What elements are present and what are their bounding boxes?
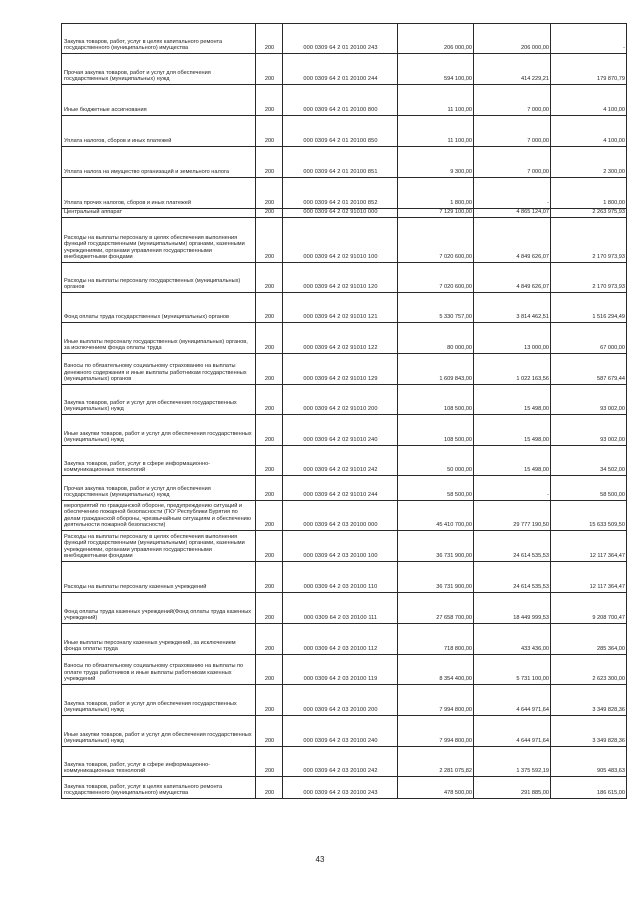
table-row (62, 54, 627, 85)
row-executed-cell: 291 885,00 (474, 777, 551, 799)
row-name-cell: Фонд оплаты труда казенных учреждений(Фонд оплаты труда казенных учреждений) (62, 593, 256, 624)
row-executed-cell: 4 849 626,07 (474, 218, 551, 263)
row-approved-cell: 7 020 600,00 (398, 218, 474, 263)
row-kbk-cell: 000 0309 64 2 02 91010 100 (283, 218, 398, 263)
row-approved-cell: 27 658 700,00 (398, 593, 474, 624)
row-kbk-cell: 000 0309 64 2 02 91010 122 (283, 323, 398, 354)
row-approved-cell: 50 000,00 (398, 446, 474, 476)
row-name-cell: Уплата налогов, сборов и иных платежей (62, 116, 256, 147)
row-approved-cell: 36 731 900,00 (398, 562, 474, 593)
row-unexecuted-cell: 1 516 294,49 (551, 293, 627, 323)
row-code-cell: 200 (256, 655, 283, 685)
row-unexecuted-cell: 9 208 700,47 (551, 593, 627, 624)
row-code-cell: 200 (256, 501, 283, 531)
row-code-cell: 200 (256, 116, 283, 147)
row-unexecuted-cell: 12 117 364,47 (551, 562, 627, 593)
row-name-cell: Взносы по обязательному социальному страхованию на выплаты по оплате труда работников и иные выплаты работникам казенных учреждений (62, 655, 256, 685)
row-code-cell: 200 (256, 777, 283, 799)
table-row (62, 655, 627, 685)
row-approved-cell: 108 500,00 (398, 415, 474, 446)
row-name-cell: Закупка товаров, работ и услуг для обеспечения государственных (муниципальных) нужд (62, 685, 256, 716)
row-code-cell: 200 (256, 385, 283, 415)
row-name-cell: Закупка товаров, работ, услуг в сфере информационно-коммуникационных технологий (62, 446, 256, 476)
row-kbk-cell: 000 0309 64 2 01 20100 800 (283, 85, 398, 116)
row-executed-cell: 18 449 999,53 (474, 593, 551, 624)
row-kbk-cell: 000 0309 64 2 03 20100 243 (283, 777, 398, 799)
row-approved-cell: 11 100,00 (398, 85, 474, 116)
row-name-cell: Закупка товаров, работ и услуг для обеспечения государственных (муниципальных) нужд (62, 385, 256, 415)
row-code-cell: 200 (256, 54, 283, 85)
row-approved-cell: 718 800,00 (398, 624, 474, 655)
row-name-cell: Закупка товаров, работ, услуг в сфере информационно-коммуникационных технологий (62, 747, 256, 777)
row-approved-cell: 11 100,00 (398, 116, 474, 147)
row-approved-cell: 7 994 800,00 (398, 685, 474, 716)
table-row (62, 593, 627, 624)
row-unexecuted-cell: 2 300,00 (551, 147, 627, 178)
row-name-cell: Закупка товаров, работ, услуг в целях капитального ремонта государственного (муниципального) имущества (62, 24, 256, 54)
row-unexecuted-cell: 3 349 828,36 (551, 716, 627, 747)
row-executed-cell: 4 865 124,07 (474, 209, 551, 218)
table-row (62, 716, 627, 747)
row-kbk-cell: 000 0309 64 2 02 91010 000 (283, 209, 398, 218)
row-name-cell: Расходы на выплаты персоналу государственных (муниципальных) органов (62, 263, 256, 293)
row-kbk-cell: 000 0309 64 2 03 20100 112 (283, 624, 398, 655)
table-row (62, 323, 627, 354)
row-kbk-cell: 000 0309 64 2 03 20100 000 (283, 501, 398, 531)
page-number: 43 (315, 855, 325, 864)
row-code-cell: 200 (256, 178, 283, 209)
row-unexecuted-cell: 905 483,63 (551, 747, 627, 777)
row-kbk-cell: 000 0309 64 2 02 91010 120 (283, 263, 398, 293)
row-executed-cell: 13 000,00 (474, 323, 551, 354)
table-row (62, 385, 627, 415)
row-unexecuted-cell: 179 870,79 (551, 54, 627, 85)
row-code-cell: 200 (256, 593, 283, 624)
table-row (62, 218, 627, 263)
row-code-cell: 200 (256, 562, 283, 593)
row-code-cell: 200 (256, 624, 283, 655)
row-executed-cell: 4 849 626,07 (474, 263, 551, 293)
table-row (62, 354, 627, 385)
row-kbk-cell: 000 0309 64 2 02 91010 121 (283, 293, 398, 323)
row-code-cell: 200 (256, 147, 283, 178)
row-unexecuted-cell: 93 002,00 (551, 385, 627, 415)
row-executed-cell: 15 498,00 (474, 446, 551, 476)
row-kbk-cell: 000 0309 64 2 02 91010 129 (283, 354, 398, 385)
row-unexecuted-cell: 2 623 300,00 (551, 655, 627, 685)
row-unexecuted-cell: 15 633 509,50 (551, 501, 627, 531)
row-unexecuted-cell: 2 170 973,93 (551, 263, 627, 293)
table-row (62, 476, 627, 501)
row-kbk-cell: 000 0309 64 2 03 20100 240 (283, 716, 398, 747)
row-executed-cell: 414 229,21 (474, 54, 551, 85)
row-kbk-cell: 000 0309 64 2 02 91010 244 (283, 476, 398, 501)
row-name-cell: Фонд оплаты труда государственных (муниципальных) органов (62, 293, 256, 323)
row-unexecuted-cell: 12 117 364,47 (551, 531, 627, 562)
row-unexecuted-cell: 58 500,00 (551, 476, 627, 501)
row-unexecuted-cell: 2 263 975,93 (551, 209, 627, 218)
row-approved-cell: 36 731 900,00 (398, 531, 474, 562)
row-executed-cell: 7 000,00 (474, 85, 551, 116)
row-approved-cell: 1 800,00 (398, 178, 474, 209)
table-row (62, 116, 627, 147)
row-approved-cell: 478 500,00 (398, 777, 474, 799)
row-unexecuted-cell: 587 679,44 (551, 354, 627, 385)
row-executed-cell: - (474, 178, 551, 209)
table-row (62, 147, 627, 178)
row-code-cell: 200 (256, 476, 283, 501)
row-code-cell: 200 (256, 209, 283, 218)
table-row (62, 624, 627, 655)
row-unexecuted-cell: 3 349 828,36 (551, 685, 627, 716)
row-name-cell: мероприятий по гражданской обороне, предупреждению ситуаций и обеспечению пожарной безопасности (ГКУ Республики Бурятия по делам гражданской обороны, чрезвычайным ситуациям и обеспечению деятельности пожарной безопасности) (62, 501, 256, 531)
row-executed-cell: 15 498,00 (474, 415, 551, 446)
row-executed-cell: 1 022 163,56 (474, 354, 551, 385)
row-approved-cell: 108 500,00 (398, 385, 474, 415)
row-code-cell: 200 (256, 446, 283, 476)
row-approved-cell: 9 300,00 (398, 147, 474, 178)
row-executed-cell: 7 000,00 (474, 116, 551, 147)
row-executed-cell: 206 000,00 (474, 24, 551, 54)
row-approved-cell: 7 020 600,00 (398, 263, 474, 293)
row-kbk-cell: 000 0309 64 2 01 20100 244 (283, 54, 398, 85)
row-unexecuted-cell: 1 800,00 (551, 178, 627, 209)
row-name-cell: Взносы по обязательному социальному страхованию на выплаты денежного содержания и иные выплаты работникам государственных (муниципальных) органов (62, 354, 256, 385)
row-code-cell: 200 (256, 293, 283, 323)
row-executed-cell: 3 814 462,51 (474, 293, 551, 323)
row-name-cell: Уплата прочих налогов, сборов и иных платежей (62, 178, 256, 209)
row-unexecuted-cell: - (551, 24, 627, 54)
row-kbk-cell: 000 0309 64 2 01 20100 850 (283, 116, 398, 147)
row-approved-cell: 594 100,00 (398, 54, 474, 85)
row-executed-cell: 433 436,00 (474, 624, 551, 655)
budget-table-body (62, 24, 627, 799)
row-name-cell: Центральный аппарат (62, 209, 256, 218)
table-row (62, 446, 627, 476)
row-kbk-cell: 000 0309 64 2 01 20100 852 (283, 178, 398, 209)
row-code-cell: 200 (256, 415, 283, 446)
row-unexecuted-cell: 2 170 973,93 (551, 218, 627, 263)
table-row (62, 209, 627, 218)
row-code-cell: 200 (256, 685, 283, 716)
table-row (62, 531, 627, 562)
row-code-cell: 200 (256, 24, 283, 54)
budget-table (61, 23, 627, 799)
row-name-cell: Расходы на выплаты персоналу в целях обеспечения выполнения функций государственными (муниципальными) органами, казенными учреждениями, органами управления государственными внебюджетными фондами (62, 531, 256, 562)
row-code-cell: 200 (256, 85, 283, 116)
row-executed-cell: 29 777 190,50 (474, 501, 551, 531)
row-kbk-cell: 000 0309 64 2 03 20100 200 (283, 685, 398, 716)
row-approved-cell: 80 000,00 (398, 323, 474, 354)
row-unexecuted-cell: 186 615,00 (551, 777, 627, 799)
row-code-cell: 200 (256, 747, 283, 777)
table-row (62, 178, 627, 209)
row-approved-cell: 7 994 800,00 (398, 716, 474, 747)
row-executed-cell: 1 375 592,19 (474, 747, 551, 777)
row-approved-cell: 2 281 075,82 (398, 747, 474, 777)
row-code-cell: 200 (256, 323, 283, 354)
row-name-cell: Иные бюджетные ассигнования (62, 85, 256, 116)
table-row (62, 501, 627, 531)
table-row (62, 24, 627, 54)
row-kbk-cell: 000 0309 64 2 03 20100 242 (283, 747, 398, 777)
row-name-cell: Уплата налога на имущество организаций и земельного налога (62, 147, 256, 178)
row-name-cell: Расходы на выплаты персоналу в целях обеспечения выполнения функций государственными (муниципальными) органами, казенными учреждениями, органами управления государственными внебюджетными фондами (62, 218, 256, 263)
row-approved-cell: 7 129 100,00 (398, 209, 474, 218)
row-code-cell: 200 (256, 716, 283, 747)
row-approved-cell: 206 000,00 (398, 24, 474, 54)
row-approved-cell: 8 354 400,00 (398, 655, 474, 685)
row-approved-cell: 58 500,00 (398, 476, 474, 501)
row-approved-cell: 45 410 700,00 (398, 501, 474, 531)
row-unexecuted-cell: 285 364,00 (551, 624, 627, 655)
row-unexecuted-cell: 4 100,00 (551, 116, 627, 147)
row-unexecuted-cell: 67 000,00 (551, 323, 627, 354)
row-kbk-cell: 000 0309 64 2 03 20100 111 (283, 593, 398, 624)
row-name-cell: Расходы на выплаты персоналу казенных учреждений (62, 562, 256, 593)
table-row (62, 85, 627, 116)
row-executed-cell: 5 731 100,00 (474, 655, 551, 685)
row-name-cell: Иные выплаты персоналу государственных (муниципальных) органов, за исключением фонда оплаты труда (62, 323, 256, 354)
row-code-cell: 200 (256, 354, 283, 385)
row-kbk-cell: 000 0309 64 2 01 20100 243 (283, 24, 398, 54)
row-executed-cell: 15 498,00 (474, 385, 551, 415)
row-code-cell: 200 (256, 531, 283, 562)
row-kbk-cell: 000 0309 64 2 03 20100 100 (283, 531, 398, 562)
row-kbk-cell: 000 0309 64 2 03 20100 119 (283, 655, 398, 685)
row-executed-cell: 4 644 971,64 (474, 685, 551, 716)
row-unexecuted-cell: 4 100,00 (551, 85, 627, 116)
row-kbk-cell: 000 0309 64 2 02 91010 240 (283, 415, 398, 446)
row-executed-cell: 24 614 535,53 (474, 562, 551, 593)
row-unexecuted-cell: 93 002,00 (551, 415, 627, 446)
row-kbk-cell: 000 0309 64 2 03 20100 110 (283, 562, 398, 593)
table-row (62, 263, 627, 293)
row-executed-cell: 24 614 535,53 (474, 531, 551, 562)
row-code-cell: 200 (256, 218, 283, 263)
row-executed-cell: - (474, 476, 551, 501)
row-kbk-cell: 000 0309 64 2 01 20100 851 (283, 147, 398, 178)
row-name-cell: Иные закупки товаров, работ и услуг для обеспечения государственных (муниципальных) нужд (62, 716, 256, 747)
row-kbk-cell: 000 0309 64 2 02 91010 242 (283, 446, 398, 476)
row-name-cell: Закупка товаров, работ, услуг в целях капитального ремонта государственного (муниципального) имущества (62, 777, 256, 799)
row-name-cell: Иные выплаты персоналу казенных учреждений, за исключением фонда оплаты труда (62, 624, 256, 655)
row-code-cell: 200 (256, 263, 283, 293)
row-executed-cell: 4 644 971,64 (474, 716, 551, 747)
row-approved-cell: 5 330 757,00 (398, 293, 474, 323)
row-kbk-cell: 000 0309 64 2 02 91010 200 (283, 385, 398, 415)
table-row (62, 747, 627, 777)
table-row (62, 685, 627, 716)
row-name-cell: Прочая закупка товаров, работ и услуг для обеспечения государственных (муниципальных) нужд (62, 54, 256, 85)
row-approved-cell: 1 609 843,00 (398, 354, 474, 385)
row-name-cell: Прочая закупка товаров, работ и услуг для обеспечения государственных (муниципальных) нужд (62, 476, 256, 501)
table-row (62, 293, 627, 323)
row-name-cell: Иные закупки товаров, работ и услуг для обеспечения государственных (муниципальных) нужд (62, 415, 256, 446)
row-unexecuted-cell: 34 502,00 (551, 446, 627, 476)
table-row (62, 415, 627, 446)
table-row (62, 777, 627, 799)
row-executed-cell: 7 000,00 (474, 147, 551, 178)
table-row (62, 562, 627, 593)
